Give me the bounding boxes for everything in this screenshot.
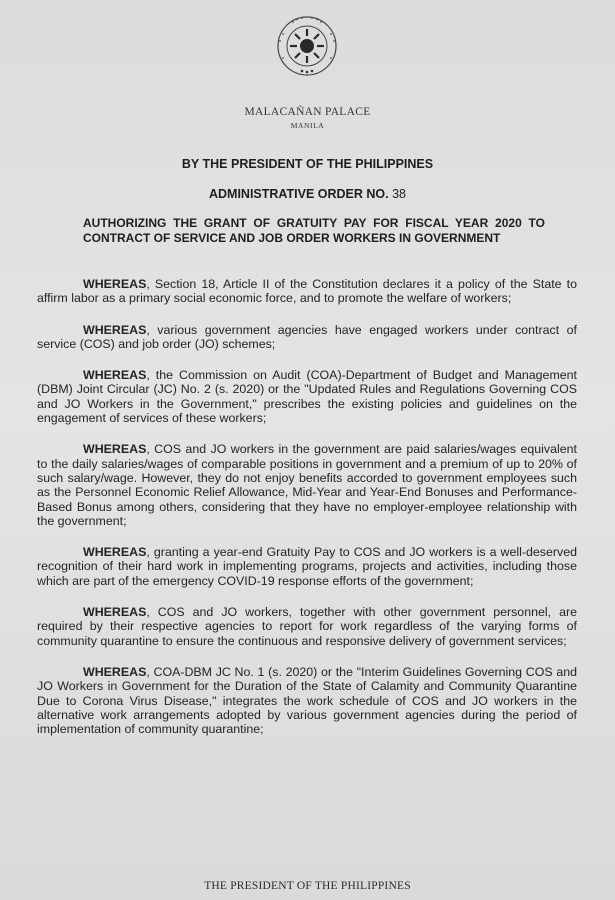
palace-city: MANILA [290, 121, 325, 130]
paragraph-lead: WHEREAS [83, 368, 147, 383]
paragraph-text: , the Commission on Audit (COA)-Department of Budget and Management (DBM) Joint Circular (JC) No. 2 (s. 2020) or the "Updated Rules and Regulations Governing COS and JO Workers in the Government," prescribes the existing policies and guidelines on the engagement of services of these workers; [37, 368, 577, 426]
document-body [37, 277, 577, 753]
paragraph-text: , COS and JO workers, together with other government personnel, are required by their respective agencies to report for work regardless of the varying forms of community quarantine to ensure the continuous and responsive delivery of government services; [37, 605, 577, 648]
seal-icon [275, 14, 339, 78]
order-number-heading [0, 187, 615, 201]
order-title: AUTHORIZING THE GRANT OF GRATUITY PAY FOR FISCAL YEAR 2020 TO CONTRACT OF SERVICE AND JOB ORDER WORKERS IN GOVERNMENT [83, 216, 545, 245]
paragraph-lead: WHEREAS [83, 664, 147, 679]
issuer-heading: BY THE PRESIDENT OF THE PHILIPPINES [181, 157, 434, 171]
paragraph-text: , granting a year-end Gratuity Pay to COS and JO workers is a well-deserved recognition of their hard work in implementing programs, projects and activities, including those which are part of the emergency COVID-19 response efforts of the government; [37, 545, 577, 588]
paragraph-lead: WHEREAS [83, 605, 147, 620]
whereas-paragraph [37, 442, 577, 528]
page-footer: THE PRESIDENT OF THE PHILIPPINES [204, 880, 411, 892]
paragraph-text: , COS and JO workers in the government are paid salaries/wages equivalent to the daily salaries/wages of comparable positions in government and a premium of up to 20% of such salary/wage. However, they do not enjoy benefits accorded to government employees such as the Personnel Economic Relief Allowance, Mid-Year and Year-End Bonuses and Performance-Based Bonus among others, considering that they have no employer-employee relationship with the government; [37, 442, 577, 528]
paragraph-text: , COA-DBM JC No. 1 (s. 2020) or the "Interim Guidelines Governing COS and JO Workers in Government for the Duration of the State of Calamity and Community Quarantine Due to Corona Virus Disease," integrates the work schedule of COS and JO workers in the alternative work arrangements adopted by various government agencies during the period of implementation of community quarantine; [37, 664, 577, 737]
whereas-paragraph [37, 368, 577, 425]
whereas-paragraph [37, 277, 577, 306]
paragraph-lead: WHEREAS [83, 442, 147, 457]
whereas-paragraph [37, 665, 577, 736]
paragraph-lead: WHEREAS [83, 545, 147, 560]
paragraph-text: , Section 18, Article II of the Constitution declares it a policy of the State to affirm labor as a primary social economic force, and to promote the welfare of workers; [37, 277, 577, 306]
order-number: 38 [392, 187, 407, 201]
whereas-paragraph [37, 323, 577, 352]
paragraph-lead: WHEREAS [83, 322, 147, 337]
palace-name: MALACAÑAN PALACE [244, 106, 371, 118]
paragraph-text: , various government agencies have engaged workers under contract of service (COS) and job order (JO) schemes; [37, 322, 577, 351]
order-type-label: ADMINISTRATIVE ORDER NO. [208, 187, 389, 201]
paragraph-lead: WHEREAS [83, 277, 147, 291]
whereas-paragraph [37, 605, 577, 648]
presidential-seal [275, 14, 339, 78]
whereas-paragraph [37, 545, 577, 588]
